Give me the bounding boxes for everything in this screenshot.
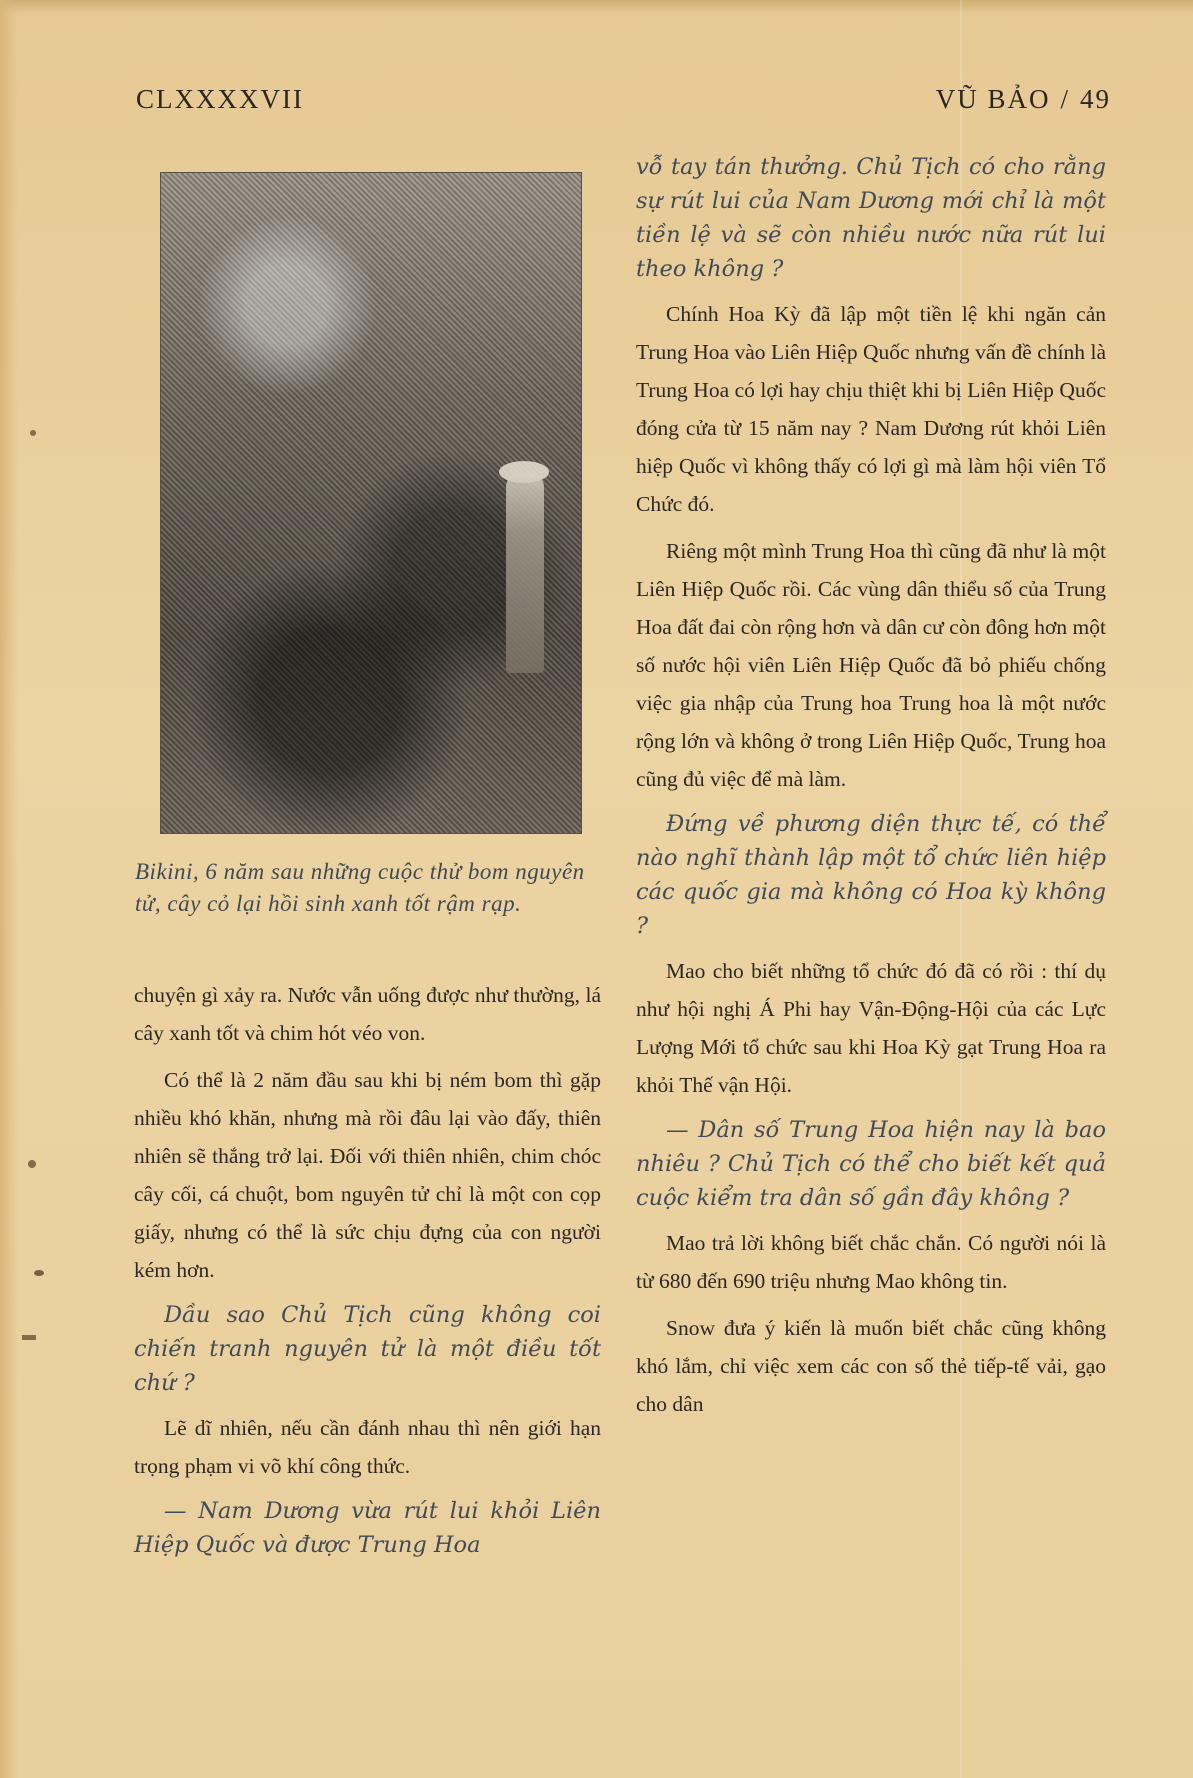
right-text-column — [636, 150, 1106, 1432]
bikini-vegetation-photo — [160, 172, 582, 834]
header-separator: / — [1060, 84, 1070, 114]
paragraph: Mao cho biết những tổ chức đó đã có rồi : thí dụ như hội nghị Á Phi hay Vận-Động-Hội của các Lực Lượng Mới tổ chức sau khi Hoa Kỳ gạt Trung Hoa ra khỏi Thế vận Hội. — [636, 959, 1106, 1097]
paper-stain — [30, 430, 36, 436]
interview-question: — Nam Dương vừa rút lui khỏi Liên Hiệp Quốc và được Trung Hoa — [134, 1498, 601, 1558]
paragraph: Lẽ dĩ nhiên, nếu cần đánh nhau thì nên giới hạn trọng phạm vi võ khí công thức. — [134, 1416, 601, 1478]
interview-question: vỗ tay tán thưởng. Chủ Tịch có cho rằng sự rút lui của Nam Dương mới chỉ là một tiền lệ và sẽ còn nhiều nước nữa rút lui theo không ? — [636, 154, 1106, 282]
paragraph: Có thể là 2 năm đầu sau khi bị ném bom thì gặp nhiều khó khăn, nhưng mà rồi đâu lại vào đấy, thiên nhiên sẽ thắng trở lại. Đối với thiên nhiên, chim chóc cây cối, cá chuột, bom nguyên tử chỉ là một con cọp giấy, nhưng có thể là sức chịu đựng của con người kém hơn. — [134, 1068, 601, 1282]
paper-stain — [22, 1335, 36, 1340]
paragraph: chuyện gì xảy ra. Nước vẫn uống được như thường, lá cây xanh tốt và chim hót véo von. — [134, 983, 601, 1045]
left-text-column — [134, 976, 601, 1571]
issue-number: CLXXXXVII — [136, 84, 304, 114]
paper-stain — [34, 1270, 44, 1276]
interview-question: Dầu sao Chủ Tịch cũng không coi chiến tranh nguyên tử là một điều tốt chứ ? — [134, 1302, 601, 1396]
page-edge-top — [0, 0, 1193, 14]
author-name: VŨ BẢO — [935, 84, 1051, 114]
interview-question: Đứng về phương diện thực tế, có thể nào nghĩ thành lập một tổ chức liên hiệp các quốc gia mà không có Hoa kỳ không ? — [636, 811, 1106, 939]
person-figure — [506, 473, 544, 673]
photo-caption: Bikini, 6 năm sau những cuộc thử bom nguyên tử, cây cỏ lại hồi sinh xanh tốt rậm rạp. — [135, 859, 585, 916]
page-number: 49 — [1080, 84, 1111, 114]
paragraph: Riêng một mình Trung Hoa thì cũng đã như là một Liên Hiệp Quốc rồi. Các vùng dân thiểu số của Trung Hoa đất đai còn rộng hơn và dân cư còn đông hơn một số nước hội viên Liên Hiệp Quốc đã bỏ phiếu chống việc gia nhập của Trung hoa Trung hoa là một nước rộng lớn và không ở trong Liên Hiệp Quốc, Trung hoa cũng đủ việc để mà làm. — [636, 539, 1106, 791]
interview-question: — Dân số Trung Hoa hiện nay là bao nhiêu ? Chủ Tịch có thể cho biết kết quả cuộc kiểm tra dân số gần đây không ? — [636, 1117, 1106, 1211]
paragraph: Mao trả lời không biết chắc chắn. Có người nói là từ 680 đến 690 triệu nhưng Mao không tin. — [636, 1231, 1106, 1293]
paragraph: Snow đưa ý kiến là muốn biết chắc cũng không khó lắm, chỉ việc xem các con số thẻ tiếp-tế vải, gạo cho dân — [636, 1316, 1106, 1416]
paper-stain — [28, 1160, 36, 1168]
page-edge-left — [0, 0, 18, 1778]
running-header — [926, 84, 1111, 115]
paragraph: Chính Hoa Kỳ đã lập một tiền lệ khi ngăn cản Trung Hoa vào Liên Hiệp Quốc nhưng vấn đề chính là Trung Hoa có lợi hay chịu thiệt khi bị Liên Hiệp Quốc đóng cửa từ 15 năm nay ? Nam Dương rút khỏi Liên hiệp Quốc vì không thấy có lợi gì mà làm hội viên Tổ Chức đó. — [636, 302, 1106, 516]
